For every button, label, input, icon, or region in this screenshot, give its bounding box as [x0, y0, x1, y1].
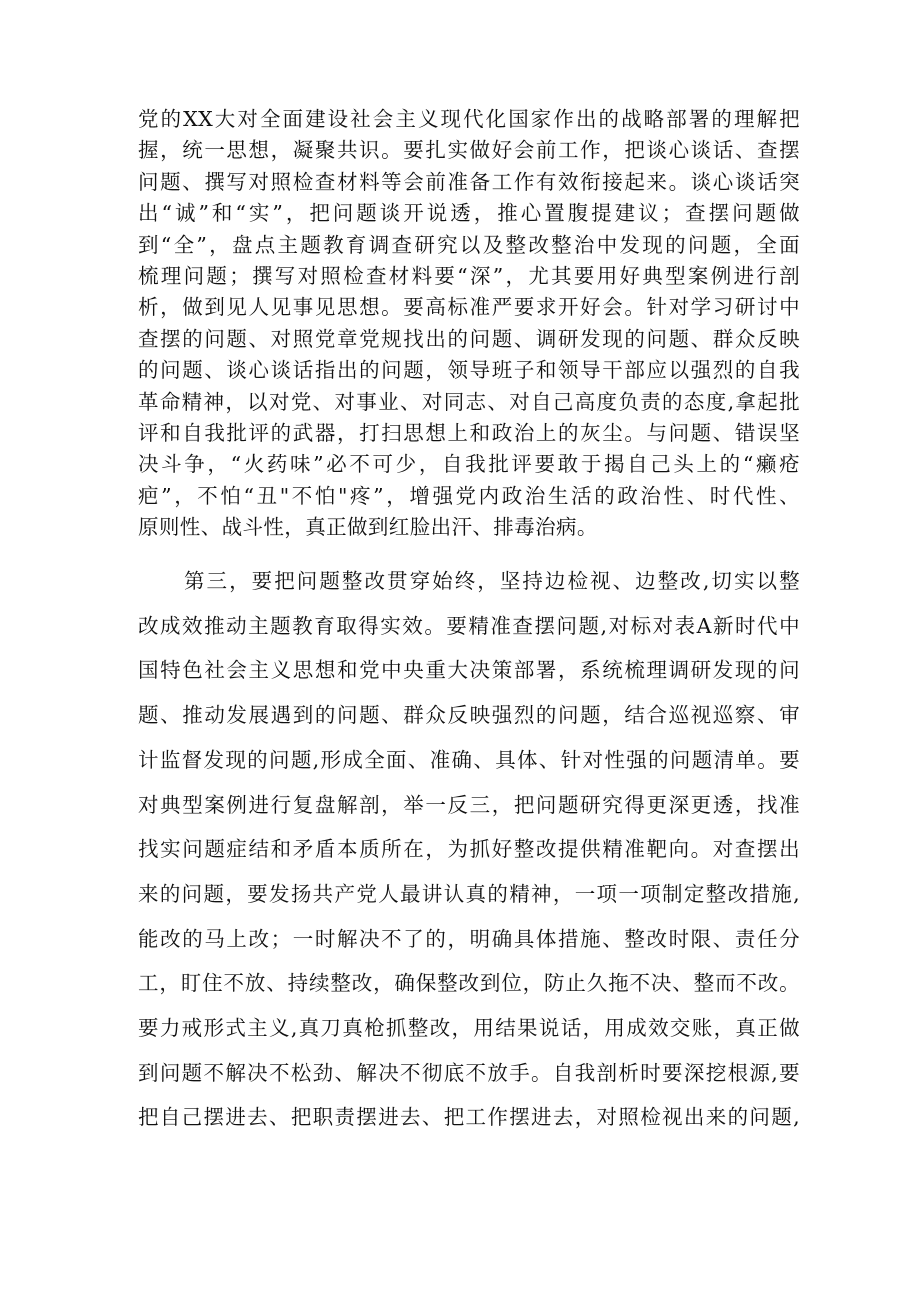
- text-line: 党的XX大对全面建设社会主义现代化国家作出的战略部署的理解把: [138, 107, 800, 131]
- text-line: 握，统一思想，凝聚共识。要扎实做好会前工作，把谈心谈话、查摆: [138, 138, 800, 163]
- text-line: 把自己摆进去、把职责摆进去、把工作摆进去，对照检视出来的问题,: [138, 1105, 800, 1130]
- text-line: 疤”，不怕“丑"不怕"疼”，增强党内政治生活的政治性、时代性、: [138, 483, 800, 508]
- text-line: 问题、撰写对照检查材料等会前准备工作有效衔接起来。谈心谈话突: [138, 169, 800, 194]
- text-line: 到问题不解决不松劲、解决不彻底不放手。自我剖析时要深挖根源,要: [138, 1060, 800, 1085]
- text-line: 对典型案例进行复盘解剖，举一反三，把问题研究得更深更透，找准: [138, 792, 800, 817]
- body-paragraph-1: [138, 104, 800, 544]
- text-line: 题、推动发展遇到的问题、群众反映强烈的问题，结合巡视巡察、审: [138, 703, 800, 728]
- text-line: 到“全”，盘点主题教育调查研究以及整改整治中发现的问题，全面: [138, 232, 800, 257]
- text-line: 梳理问题；撰写对照检查材料要“深”，尤其要用好典型案例进行剖: [138, 264, 800, 289]
- text-line: 析，做到见人见事见思想。要高标准严要求开好会。针对学习研讨中: [138, 295, 800, 320]
- text-line: 国特色社会主义思想和党中央重大决策部署，系统梳理调研发现的问: [138, 658, 800, 683]
- text-line: 原则性、战斗性，真正做到红脸出汗、排毒治病。: [138, 515, 598, 540]
- text-line: 决斗争，“火药味”必不可少，自我批评要敢于揭自己头上的“癞疮: [138, 452, 800, 477]
- text-line: 出“诚”和“实”，把问题谈开说透，推心置腹提建议；查摆问题做: [138, 201, 800, 226]
- text-line: 评和自我批评的武器，打扫思想上和政治上的灰尘。与问题、错误坚: [138, 421, 800, 446]
- text-line: 的问题、谈心谈话指出的问题，领导班子和领导干部应以强烈的自我: [138, 358, 800, 383]
- text-line: 来的问题，要发扬共产党人最讲认真的精神，一项一项制定整改措施,: [138, 881, 800, 906]
- text-line: 革命精神，以对党、对事业、对同志、对自己高度负责的态度,拿起批: [138, 389, 800, 414]
- text-line: 能改的马上改；一时解决不了的，明确具体措施、整改时限、责任分: [138, 926, 800, 951]
- text-line: 改成效推动主题教育取得实效。要精准查摆问题,对标对表A新时代中: [138, 613, 800, 638]
- text-line: 第三，要把问题整改贯穿始终，坚持边检视、边整改,切实以整: [184, 569, 800, 593]
- text-line: 工，盯住不放、持续整改，确保整改到位，防止久拖不决、整而不改。: [138, 971, 800, 996]
- text-line: 找实问题症结和矛盾本质所在，为抓好整改提供精准靶向。对查摆出: [138, 837, 800, 862]
- text-line: 要力戒形式主义,真刀真枪抓整改，用结果说话，用成效交账，真正做: [138, 1016, 800, 1041]
- text-line: 计监督发现的问题,形成全面、准确、具体、针对性强的问题清单。要: [138, 747, 800, 772]
- text-line: 查摆的问题、对照党章党规找出的问题、调研发现的问题、群众反映: [138, 326, 800, 351]
- body-paragraph-2: [138, 559, 800, 1140]
